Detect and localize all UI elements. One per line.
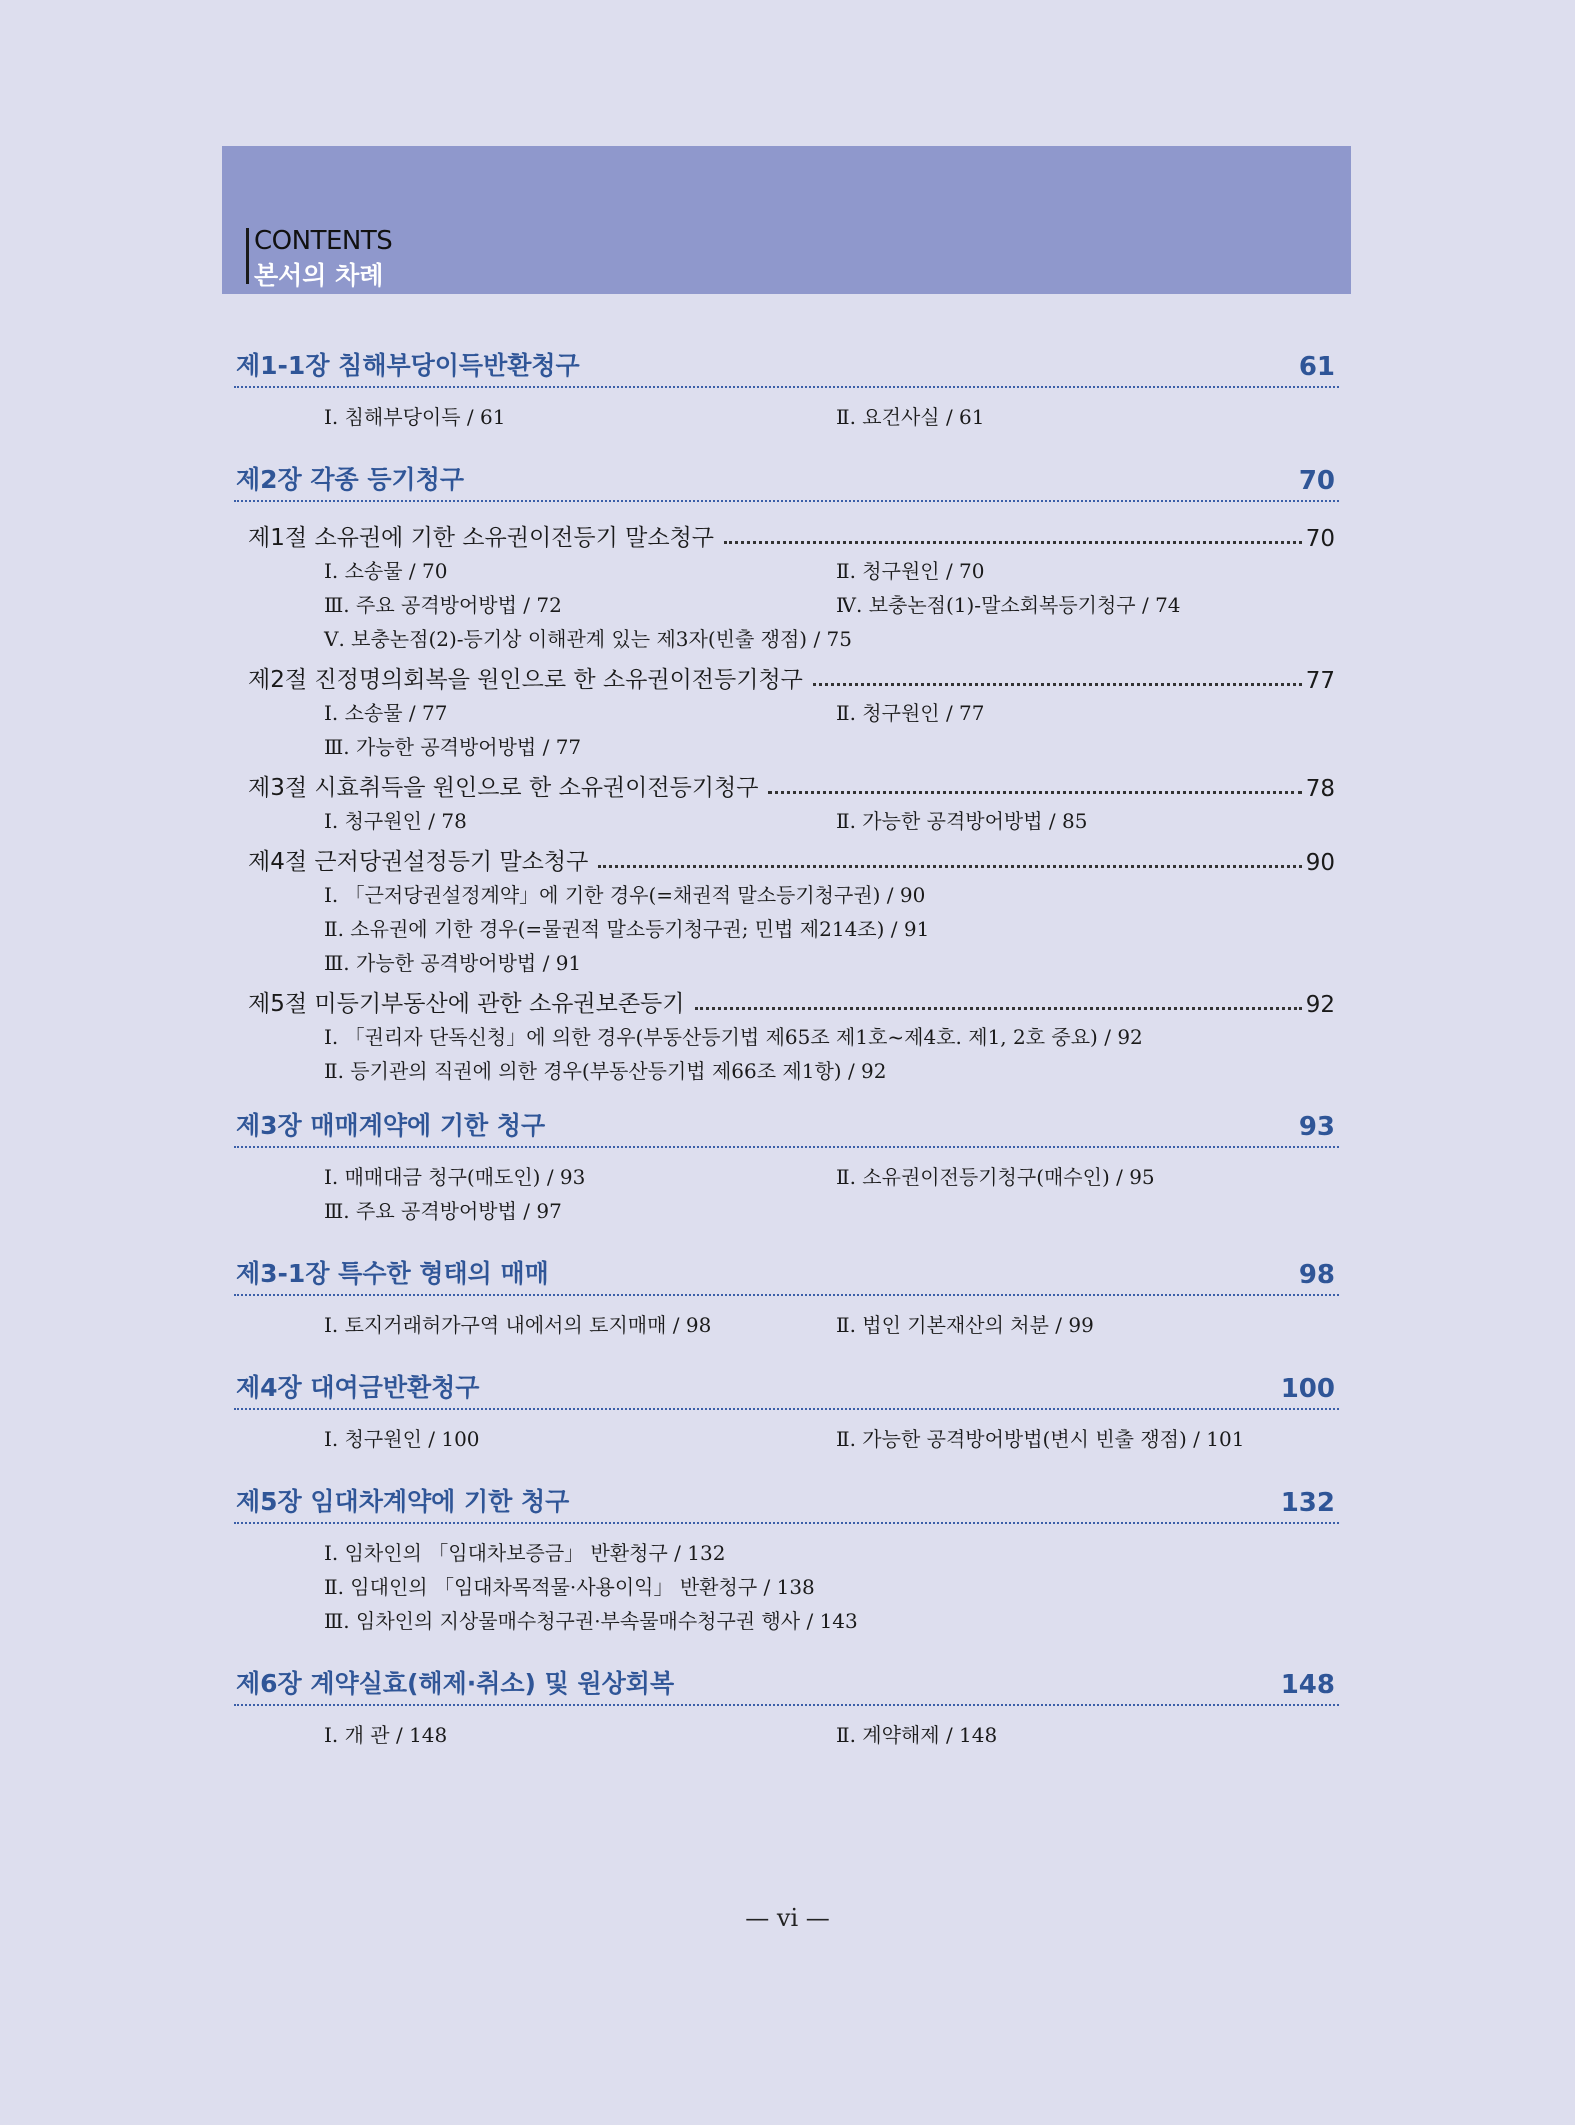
chapter-heading[interactable] (234, 1108, 1339, 1148)
toc-item[interactable]: Ⅱ. 임대인의 「임대차목적물·사용이익」 반환청구 / 138 (324, 1574, 815, 1599)
toc-item[interactable]: Ⅲ. 주요 공격방어방법 / 72 (324, 592, 562, 617)
toc-item[interactable]: Ⅱ. 청구원인 / 77 (836, 700, 985, 725)
dot-leader (768, 791, 1301, 794)
section-heading[interactable] (234, 654, 1339, 694)
toc-row (324, 1158, 1339, 1192)
section-page: 92 (1305, 992, 1335, 1018)
toc-item[interactable]: Ⅰ. 임차인의 「임대차보증금」 반환청구 / 132 (324, 1540, 726, 1565)
chapter-heading[interactable] (234, 1370, 1339, 1410)
chapter-heading[interactable] (234, 462, 1339, 502)
toc-row (324, 586, 1339, 620)
header-title-ko: 본서의 차례 (254, 261, 384, 290)
toc-item[interactable]: Ⅰ. 소송물 / 77 (324, 700, 448, 725)
section-heading[interactable] (234, 836, 1339, 876)
chapter-page: 132 (1280, 1488, 1335, 1518)
toc-row (324, 1052, 1339, 1086)
section-title: 제1절 소유권에 기한 소유권이전등기 말소청구 (248, 525, 715, 551)
section-heading[interactable] (234, 978, 1339, 1018)
toc-row (324, 398, 1339, 432)
chapter-title: 제2장 각종 등기청구 (236, 465, 465, 494)
toc-item[interactable]: Ⅰ. 청구원인 / 100 (324, 1426, 480, 1451)
chapter-heading[interactable] (234, 1666, 1339, 1706)
toc-item[interactable]: Ⅰ. 소송물 / 70 (324, 558, 448, 583)
toc-row (324, 728, 1339, 762)
section-title: 제4절 근저당권설정등기 말소청구 (248, 849, 589, 875)
toc-item[interactable]: Ⅰ. 침해부당이득 / 61 (324, 404, 506, 429)
chapter-page: 148 (1280, 1670, 1335, 1700)
section-title: 제2절 진정명의회복을 원인으로 한 소유권이전등기청구 (248, 667, 803, 693)
toc-item[interactable]: Ⅰ. 「권리자 단독신청」에 의한 경우(부동산등기법 제65조 제1호~제4호. 제1, 2호 중요) / 92 (324, 1024, 1143, 1049)
toc-item[interactable]: Ⅱ. 가능한 공격방어방법(변시 빈출 쟁점) / 101 (836, 1426, 1245, 1451)
chapter-title: 제6장 계약실효(해제·취소) 및 원상회복 (236, 1669, 675, 1698)
toc-item[interactable]: Ⅴ. 보충논점(2)-등기상 이해관계 있는 제3자(빈출 쟁점) / 75 (324, 626, 852, 651)
chapter-title: 제5장 임대차계약에 기한 청구 (236, 1487, 570, 1516)
toc-item[interactable]: Ⅰ. 청구원인 / 78 (324, 808, 467, 833)
toc-row (324, 802, 1339, 836)
section-heading[interactable] (234, 762, 1339, 802)
chapter-page: 98 (1298, 1260, 1335, 1290)
section-page: 78 (1305, 776, 1335, 802)
section-page: 70 (1305, 526, 1335, 552)
header-band (222, 146, 1351, 294)
table-of-contents (234, 348, 1339, 1750)
header-accent-bar (246, 228, 249, 284)
toc-row (324, 552, 1339, 586)
toc-row (324, 1420, 1339, 1454)
chapter-heading[interactable] (234, 1484, 1339, 1524)
toc-row (324, 694, 1339, 728)
toc-row (324, 1716, 1339, 1750)
toc-item[interactable]: Ⅲ. 주요 공격방어방법 / 97 (324, 1198, 562, 1223)
toc-row (324, 1192, 1339, 1226)
dot-leader (724, 541, 1302, 544)
toc-item[interactable]: Ⅱ. 청구원인 / 70 (836, 558, 985, 583)
chapter-title: 제3장 매매계약에 기한 청구 (236, 1111, 546, 1140)
chapter-page: 70 (1298, 466, 1335, 496)
dot-leader (695, 1007, 1302, 1010)
toc-item[interactable]: Ⅲ. 가능한 공격방어방법 / 91 (324, 950, 582, 975)
toc-row (324, 620, 1339, 654)
toc-item[interactable]: Ⅱ. 법인 기본재산의 처분 / 99 (836, 1312, 1094, 1337)
toc-item[interactable]: Ⅱ. 소유권이전등기청구(매수인) / 95 (836, 1164, 1155, 1189)
toc-row (324, 1534, 1339, 1568)
page-number: — vi — (745, 1904, 830, 1932)
chapter-title: 제4장 대여금반환청구 (236, 1373, 480, 1402)
chapter-heading[interactable] (234, 348, 1339, 388)
section-heading[interactable] (234, 512, 1339, 552)
toc-item[interactable]: Ⅲ. 가능한 공격방어방법 / 77 (324, 734, 582, 759)
toc-item[interactable]: Ⅰ. 「근저당권설정계약」에 기한 경우(=채권적 말소등기청구권) / 90 (324, 882, 926, 907)
toc-item[interactable]: Ⅰ. 토지거래허가구역 내에서의 토지매매 / 98 (324, 1312, 712, 1337)
toc-item[interactable]: Ⅳ. 보충논점(1)-말소회복등기청구 / 74 (836, 592, 1181, 617)
toc-item[interactable]: Ⅱ. 등기관의 직권에 의한 경우(부동산등기법 제66조 제1항) / 92 (324, 1058, 887, 1083)
header-title-en: CONTENTS (254, 226, 393, 256)
chapter-page: 100 (1280, 1374, 1335, 1404)
toc-item[interactable]: Ⅱ. 계약해제 / 148 (836, 1722, 998, 1747)
toc-item[interactable]: Ⅱ. 요건사실 / 61 (836, 404, 985, 429)
chapter-page: 61 (1298, 352, 1335, 382)
dot-leader (598, 865, 1301, 868)
toc-row (324, 910, 1339, 944)
section-title: 제5절 미등기부동산에 관한 소유권보존등기 (248, 991, 685, 1017)
chapter-page: 93 (1298, 1112, 1335, 1142)
toc-row (324, 1602, 1339, 1636)
section-page: 90 (1305, 850, 1335, 876)
toc-row (324, 1018, 1339, 1052)
toc-item[interactable]: Ⅲ. 임차인의 지상물매수청구권·부속물매수청구권 행사 / 143 (324, 1608, 858, 1633)
toc-item[interactable]: Ⅱ. 가능한 공격방어방법 / 85 (836, 808, 1088, 833)
toc-item[interactable]: Ⅰ. 개 관 / 148 (324, 1722, 448, 1747)
toc-row (324, 876, 1339, 910)
chapter-heading[interactable] (234, 1256, 1339, 1296)
toc-row (324, 1306, 1339, 1340)
toc-row (324, 1568, 1339, 1602)
toc-item[interactable]: Ⅰ. 매매대금 청구(매도인) / 93 (324, 1164, 586, 1189)
toc-item[interactable]: Ⅱ. 소유권에 기한 경우(=물권적 말소등기청구권; 민법 제214조) / 91 (324, 916, 930, 941)
toc-row (324, 944, 1339, 978)
chapter-title: 제1-1장 침해부당이득반환청구 (236, 351, 580, 380)
chapter-title: 제3-1장 특수한 형태의 매매 (236, 1259, 549, 1288)
dot-leader (813, 683, 1302, 686)
section-title: 제3절 시효취득을 원인으로 한 소유권이전등기청구 (248, 775, 759, 801)
section-page: 77 (1305, 668, 1335, 694)
